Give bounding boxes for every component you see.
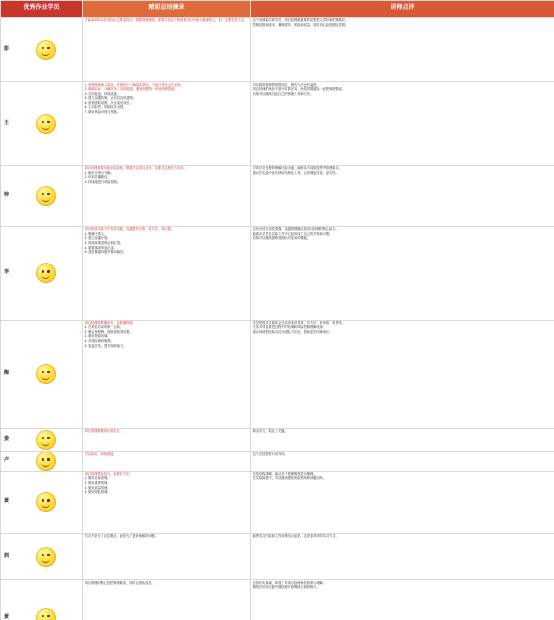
comment-line: 能看出学员在实际工作中已经形成了自己的节奏和习惯。 — [252, 231, 333, 236]
comment-cell — [251, 82, 554, 165]
comment-line: 这份总结实用性很强，沟通管理确实是项目经理的核心能力。 — [252, 227, 339, 232]
summary-line: 2. 制定里程碑，按阶段检查结果。 — [84, 329, 133, 334]
summary-line: 项目经理要有担当，也要有方法。 — [84, 471, 133, 476]
summary-line: 1. 管理者要深入群众，在团队中了解真实情况，不能只坐在会议室里。 — [84, 82, 184, 87]
student-cell — [1, 452, 83, 471]
comment-line: 这个低调踏实的学员，项目经理最重要的是要把人带好和把事做好。 — [252, 18, 349, 23]
student-cell — [1, 534, 83, 580]
student-name: 黄 — [4, 613, 10, 620]
summary-line: 3. 做好资源协调。 — [84, 334, 111, 339]
summary-line: 1. 做好计划与分解。 — [84, 170, 114, 175]
comment-line: 这个总结很有行动导向。 — [252, 452, 288, 457]
smiley-icon — [36, 263, 56, 283]
comment-line: 在实际推进中，可以继续强化风险预判和问题闭环。 — [252, 476, 326, 481]
student-cell — [1, 580, 83, 620]
comment-line: 能把学习内容和工作场景结合起来，这是非常好的学习方式。 — [252, 534, 339, 539]
summary-line: 4. 对风险保持敏感。 — [84, 338, 114, 343]
summary-cell — [83, 428, 251, 451]
summary-line: 4. 做好团队管理。 — [84, 490, 111, 495]
header-summary: 精彩总结摘录 — [83, 1, 251, 18]
summary-line: 2. 识别关键路径。 — [84, 175, 111, 180]
summary-line: 5. 及时暴露问题并推动解决。 — [84, 250, 127, 255]
summary-cell — [83, 18, 251, 82]
summary-line: 2. 做好进度管理。 — [84, 480, 111, 485]
summary-cell — [83, 227, 251, 320]
comment-cell — [251, 534, 554, 580]
student-cell — [1, 82, 83, 165]
summary-line: 项目的成功离不开有效沟通，沟通要有目的、有方法、有反馈。 — [84, 227, 174, 232]
summary-line: 5. 营造团队氛围，关注成员成长。 — [84, 100, 133, 105]
summary-line: 不能简单的以技术标记去度量项目，着眼管理着眼，需要当前这个阶段是项目中能力最强的人，但一定要去控人员。 — [84, 18, 248, 23]
comment-cell — [251, 165, 554, 226]
comment-line: 项目经理的角色不是只盯着任务，而是带着团队一起把事情做成。 — [252, 87, 346, 92]
summary-cell — [83, 580, 251, 620]
table-row — [1, 471, 554, 533]
student-name: 李 — [4, 269, 10, 276]
summary-line: 4. 建立沟通机制，让信息及时透明。 — [84, 96, 136, 101]
comment-line: 简洁有力，抓住了关键。 — [252, 429, 288, 434]
comment-line: 控制进度和成本，兼顾需求、风险和质量，同时用心经营团队氛围。 — [252, 22, 349, 27]
summary-line: 项目经理既要懂业务，也要懂管理。 — [84, 320, 136, 325]
comment-line: 总结朴实真诚，体现了对项目经理角色的深入理解。 — [252, 580, 326, 585]
comment-line: 后续可以继续沉淀自己的管理工具和方法。 — [252, 91, 314, 96]
comment-line: 学员把很多实践体会总结得非常具体，有方法、有场景、有思考。 — [252, 320, 346, 325]
student-name: 彭 — [4, 45, 10, 52]
table-row — [1, 165, 554, 226]
summary-line: 项目管理要做到计划先行。 — [84, 429, 123, 434]
summary-line: 学以致用，持续改进。 — [84, 452, 117, 457]
comment-cell — [251, 18, 554, 82]
summary-cell — [83, 452, 251, 471]
student-cell — [1, 471, 83, 533]
summary-line: 3. 做好质量管理。 — [84, 485, 111, 490]
smiley-icon — [36, 114, 56, 134]
student-name: 王 — [4, 119, 10, 126]
comment-line: 对项目全过程的理解比较全面，能够从不同阶段思考管理重点。 — [252, 165, 342, 170]
summary-line: 5. 复盘总结，提升组织能力。 — [84, 343, 127, 348]
summary-line: 1. 明确干系人。 — [84, 231, 108, 236]
summary-line: 项目经理需要具备全局视角，既要关注项目交付，也要关注相关方诉求。 — [84, 165, 187, 170]
comment-line: 建议在实践中更多使用结构化工具，让管理更可视、更可控。 — [252, 170, 339, 175]
student-cell — [1, 18, 83, 82]
comment-line: 后续可以继续提炼成团队可复用的模板。 — [252, 236, 310, 241]
table-row — [1, 18, 554, 82]
student-cell — [1, 165, 83, 226]
comment-line: 建议持续把经验沉淀为团队方法论，帮助更多同事成长。 — [252, 329, 333, 334]
summary-cell — [83, 320, 251, 428]
comment-line: 尤其对项目推进过程中的协调和风险控制理解较深。 — [252, 325, 326, 330]
smiley-icon — [36, 364, 56, 384]
table-row — [1, 534, 554, 580]
smiley-icon — [36, 430, 56, 450]
comment-cell — [251, 580, 554, 620]
summary-line: 4. 重要事项形成记录。 — [84, 245, 117, 250]
student-name: 陶 — [4, 370, 10, 377]
summary-line: 3. 持续跟进与风险控制。 — [84, 179, 121, 184]
summary-line: 6. 主动担责，给团队安全感。 — [84, 105, 127, 110]
student-cell — [1, 428, 83, 451]
comment-cell — [251, 320, 554, 428]
table-header-row — [1, 1, 554, 18]
comment-cell — [251, 471, 554, 533]
student-name: 姜 — [4, 436, 10, 443]
student-cell — [1, 320, 83, 428]
table-row — [1, 320, 554, 428]
table-row — [1, 428, 554, 451]
comment-line: 对实践的管理感悟很到位，既有方法也有温度。 — [252, 82, 320, 87]
comment-line: 期待在后续实践中继续提升统筹能力和影响力。 — [252, 585, 320, 590]
smiley-icon — [36, 40, 56, 60]
comment-cell — [251, 428, 554, 451]
summary-line: 2. 明确目标、分解任务、及时跟进，遇到问题第一时间协调资源。 — [84, 87, 178, 92]
summary-line: 1. 在项目启动时统一目标。 — [84, 325, 124, 330]
table-row — [1, 452, 554, 471]
student-cell — [1, 227, 83, 320]
smiley-icon — [36, 452, 56, 471]
summary-cell — [83, 82, 251, 165]
header-comment: 讲师点评 — [251, 1, 554, 18]
smiley-icon — [36, 547, 56, 567]
smiley-icon — [36, 492, 56, 512]
summary-line: 1. 做好目标管理。 — [84, 476, 111, 481]
student-name: 黄 — [4, 498, 10, 505]
comment-line: 总结结构清晰，能从多个管理维度进行梳理。 — [252, 471, 317, 476]
summary-line: 2. 建立沟通计划。 — [84, 236, 111, 241]
table-row — [1, 580, 554, 620]
student-name: 钟 — [4, 191, 10, 198]
summary-cell — [83, 534, 251, 580]
summary-line: 3. 按频率推进例会和汇报。 — [84, 241, 124, 245]
summary-cell — [83, 471, 251, 533]
table-row — [1, 82, 554, 165]
comment-cell — [251, 452, 554, 471]
summary-line: 7. 做好风险识别与预案。 — [84, 109, 121, 114]
summary-line: 项目管理的核心是把事情做成，同时让团队成长。 — [84, 580, 155, 585]
student-name: 润 — [4, 552, 10, 559]
summary-cell — [83, 165, 251, 226]
comment-cell — [251, 227, 554, 320]
smiley-icon — [36, 186, 56, 206]
student-name: 卢 — [4, 457, 10, 464]
header-student: 优秀作业学员 — [1, 1, 83, 18]
smiley-icon — [36, 608, 56, 620]
summary-line: 3. 总结复盘，持续改进。 — [84, 91, 121, 96]
table-row — [1, 227, 554, 320]
summary-line: 学习不是为了记住概念，而是为了更好地解决问题。 — [84, 534, 158, 539]
